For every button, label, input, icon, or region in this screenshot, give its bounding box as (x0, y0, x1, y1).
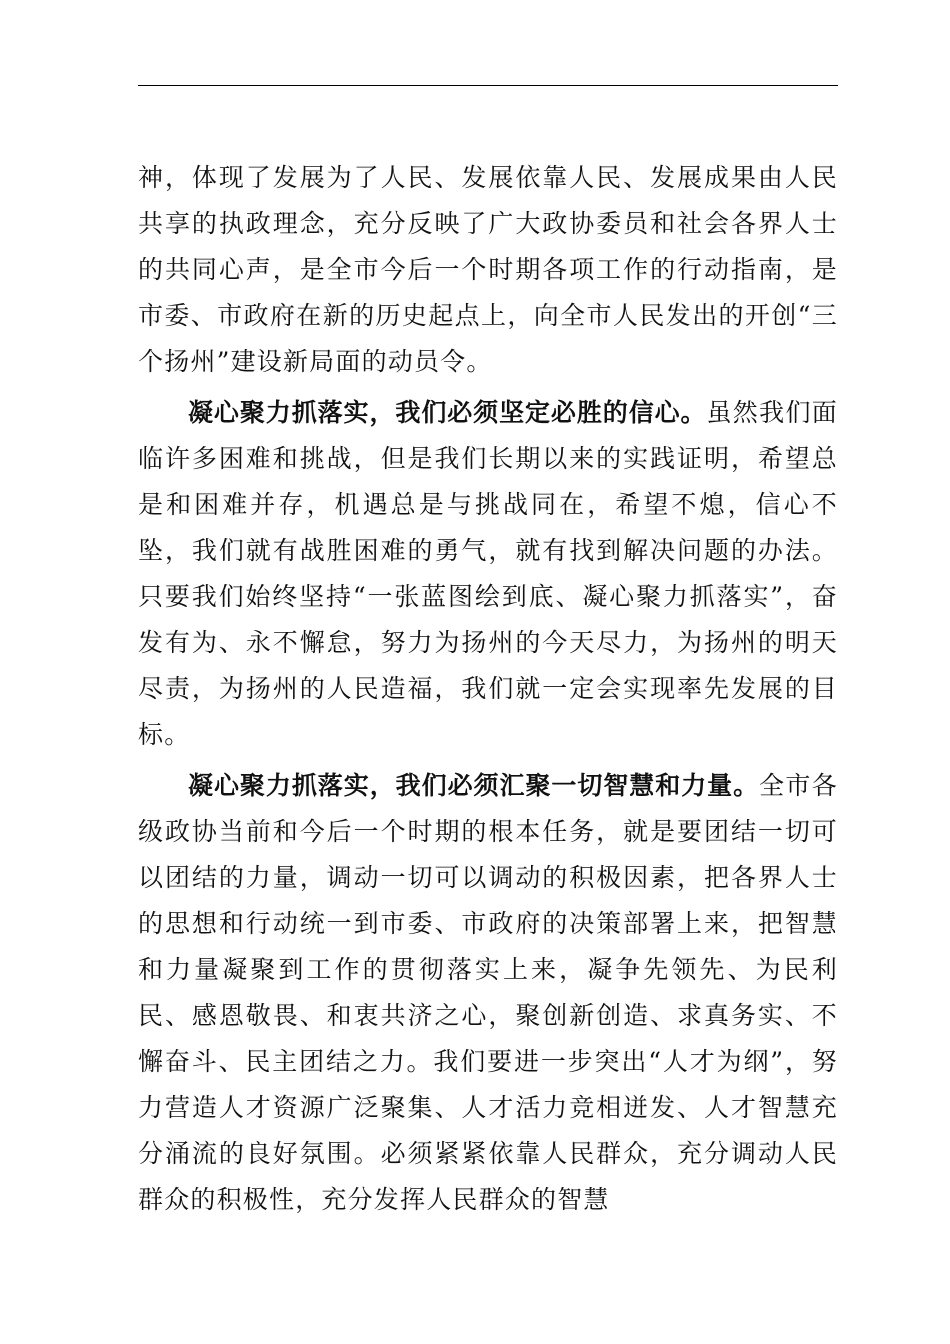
paragraph-2-text: 虽然我们面临许多困难和挑战，但是我们长期以来的实践证明，希望总是和困难并存，机遇总是与挑战同在，希望不熄，信心不坠，我们就有战胜困难的勇气，就有找到解决问题的办法。只要我们始终坚持“一张蓝图绘到底、凝心聚力抓落实”，奋发有为、永不懈怠，努力为扬州的今天尽力，为扬州的明天尽责，为扬州的人民造福，我们就一定会实现率先发展的目标。 (138, 398, 838, 749)
paragraph-2 (138, 390, 838, 758)
header-rule (138, 85, 838, 86)
document-body (138, 155, 838, 1223)
paragraph-3 (138, 763, 838, 1223)
paragraph-3-text: 全市各级政协当前和今后一个时期的根本任务，就是要团结一切可以团结的力量，调动一切可以调动的积极因素，把各界人士的思想和行动统一到市委、市政府的决策部署上来，把智慧和力量凝聚到工作的贯彻落实上来，凝争先领先、为民利民、感恩敬畏、和衷共济之心，聚创新创造、求真务实、不懈奋斗、民主团结之力。我们要进一步突出“人才为纲”，努力营造人才资源广泛聚集、人才活力竞相迸发、人才智慧充分涌流的良好氛围。必须紧紧依靠人民群众，充分调动人民群众的积极性，充分发挥人民群众的智慧 (138, 771, 838, 1214)
paragraph-1 (138, 155, 838, 385)
paragraph-3-heading: 凝心聚力抓落实，我们必须汇聚一切智慧和力量。 (188, 771, 760, 800)
paragraph-1-text: 神，体现了发展为了人民、发展依靠人民、发展成果由人民共享的执政理念，充分反映了广大政协委员和社会各界人士的共同心声，是全市今后一个时期各项工作的行动指南，是市委、市政府在新的历史起点上，向全市人民发出的开创“三个扬州”建设新局面的动员令。 (138, 163, 838, 376)
paragraph-2-heading: 凝心聚力抓落实，我们必须坚定必胜的信心。 (188, 398, 707, 427)
